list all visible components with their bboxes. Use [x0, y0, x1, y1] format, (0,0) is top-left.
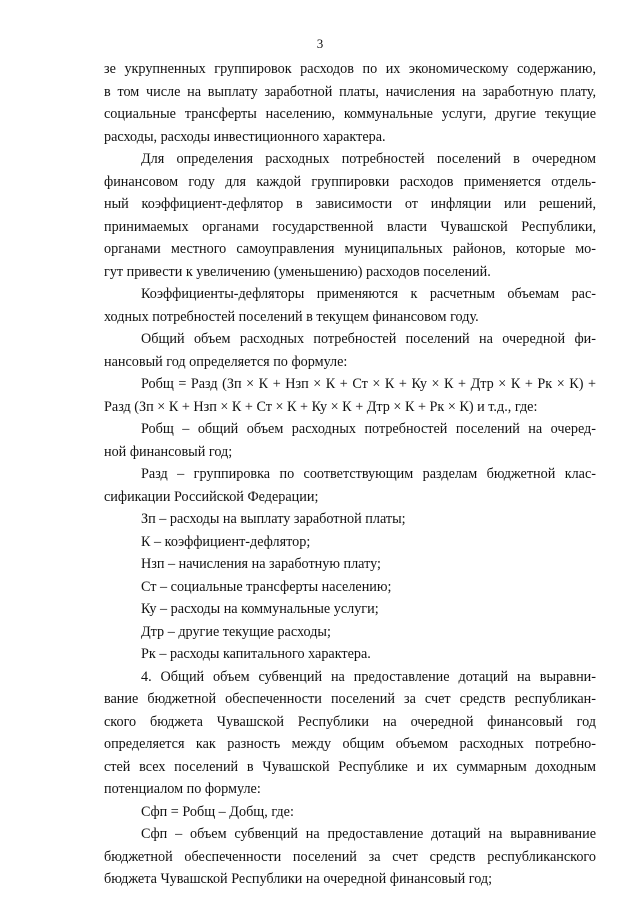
text-line: Коэффициенты-дефляторы применяются к расчетным объемам рас- [141, 286, 596, 302]
text-line: ный коэффициент-дефлятор в зависимости от инфляции или решений, [104, 196, 596, 212]
text-line: нансовый год определяется по формуле: [104, 353, 348, 370]
text-line: Общий объем расходных потребностей поселений на очередной фи- [141, 331, 596, 347]
text-line: Разд (Зп × К + Нзп × К + Ст × К + Ку × К + Дтр × К + Рк × К) и т.д., где: [104, 398, 538, 415]
text-line: сификации Российской Федерации; [104, 488, 319, 505]
text-line: расходы, расходы инвестиционного характера. [104, 128, 386, 145]
text-line: бюджетной обеспеченности поселений за счет средств республиканского [104, 848, 596, 865]
text-line: К – коэффициент-дефлятор; [141, 533, 311, 550]
text-line: Дтр – другие текущие расходы; [141, 623, 331, 640]
text-line: ной финансовый год; [104, 443, 233, 460]
text-line: принимаемых органами государственной власти Чувашской Республики, [104, 218, 596, 235]
text-line: ходных потребностей поселений в текущем финансовом году. [104, 308, 479, 325]
text-line: Робщ = Разд (Зп × К + Нзп × К + Ст × К + Ку × К + Дтр × К + Рк × К) + [141, 376, 596, 392]
text-line: Зп – расходы на выплату заработной платы; [141, 511, 406, 527]
text-line: определяется как разность между общим объемом расходных потребно- [104, 736, 596, 752]
text-line: социальные трансферты населению, коммунальные услуги, другие текущие [104, 106, 596, 122]
text-line: ского бюджета Чувашской Республики на очередной финансовый год [104, 713, 596, 730]
page-number: 3 [316, 36, 324, 51]
text-line: Рк – расходы капитального характера. [141, 646, 371, 662]
text-line: Робщ – общий объем расходных потребностей поселений на очеред- [141, 421, 596, 437]
text-line: Сфп – объем субвенций на предоставление дотаций на выравнивание [141, 826, 596, 842]
text-line: Разд – группировка по соответствующим разделам бюджетной клас- [141, 466, 596, 482]
text-line: Нзп – начисления на заработную плату; [141, 556, 381, 572]
text-line: вание бюджетной обеспеченности поселений за счет средств республикан- [104, 691, 596, 707]
text-line: зе укрупненных группировок расходов по их экономическому содержанию, [104, 61, 596, 77]
text-line: Сфп = Робщ – Добщ, где: [141, 803, 294, 820]
text-line: Ст – социальные трансферты населению; [141, 578, 392, 595]
text-line: бюджета Чувашской Республики на очередной финансовый год; [104, 871, 493, 887]
text-line: финансовом году для каждой группировки расходов применяется отдель- [104, 173, 596, 190]
text-line: органами местного самоуправления муниципальных районов, которые мо- [104, 241, 596, 257]
text-line: Ку – расходы на коммунальные услуги; [141, 601, 379, 617]
text-line: Для определения расходных потребностей поселений в очередном [141, 151, 596, 167]
text-line: потенциалом по формуле: [104, 781, 261, 797]
text-line: стей всех поселений в Чувашской Республике и их суммарным доходным [104, 758, 596, 775]
text-line: 4. Общий объем субвенций на предоставление дотаций на выравни- [141, 668, 596, 685]
text-line: гут привести к увеличению (уменьшению) расходов поселений. [104, 263, 491, 280]
document-body [104, 58, 596, 891]
text-line: в том числе на выплату заработной платы, начисления на заработную плату, [104, 83, 596, 100]
